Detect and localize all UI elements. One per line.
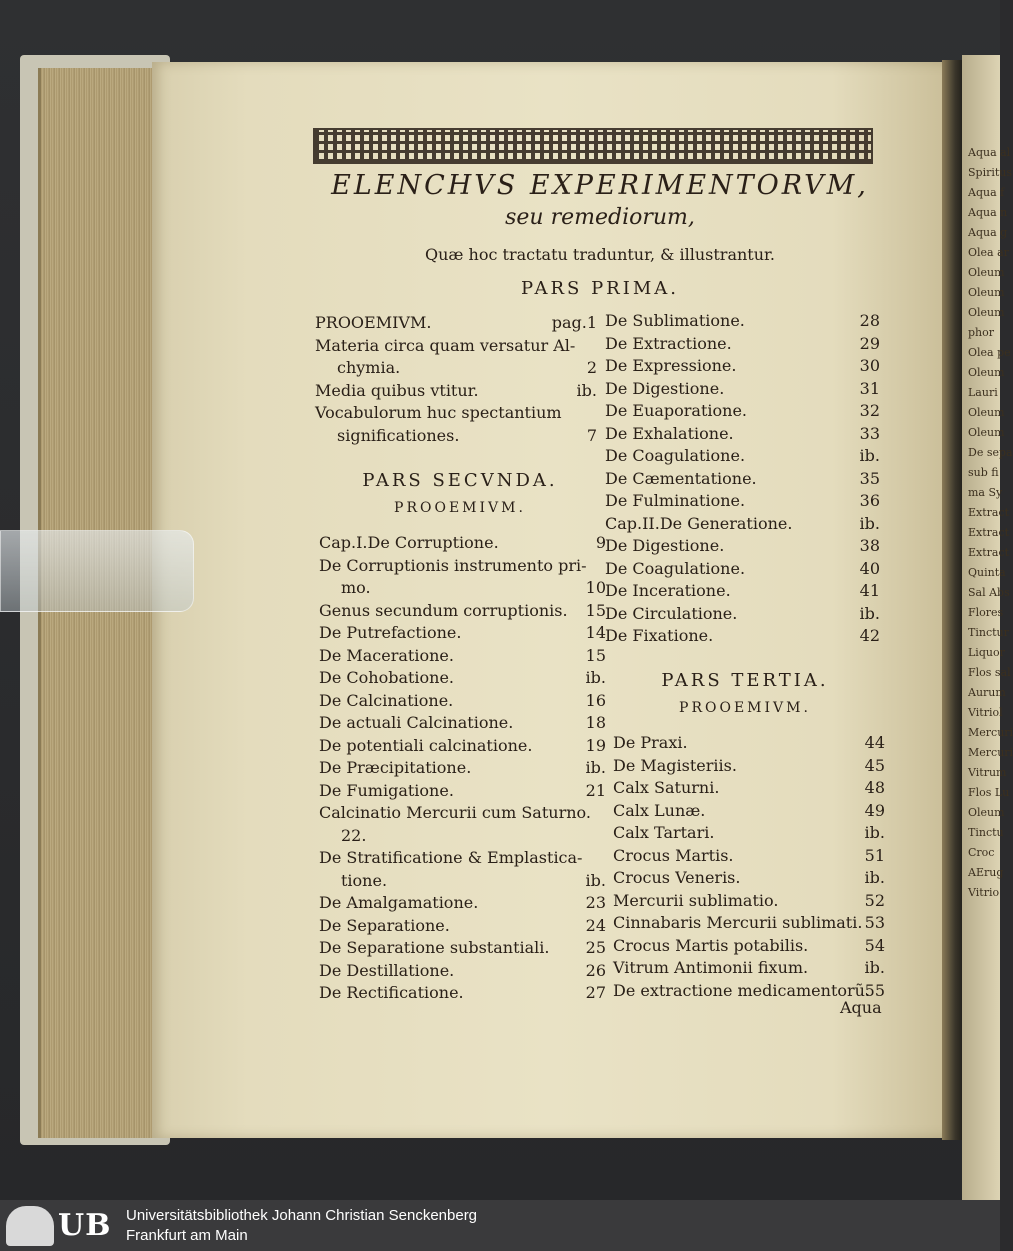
toc-entry-page: ib. — [864, 958, 885, 977]
toc-entry-title: De potentiali calcinatione. — [319, 735, 533, 755]
toc-entry-page: pag.1 — [551, 313, 597, 332]
toc-entry-title: Crocus Martis. — [613, 845, 734, 865]
toc-entry — [315, 425, 597, 448]
toc-entry-page: 45 — [864, 755, 885, 775]
toc-entry-page: 32 — [859, 401, 880, 420]
toc-entry-page: 16 — [585, 690, 606, 710]
toc-entry-page: 54 — [864, 935, 885, 955]
toc-entry — [605, 625, 880, 648]
logo-text: UB — [58, 1208, 112, 1243]
toc-entry-title: chymia. — [337, 358, 401, 377]
toc-entry-page: 29 — [859, 333, 880, 353]
next-page-fragment: Vitriol — [968, 706, 1003, 719]
list-pars-secunda-left — [319, 532, 606, 1005]
toc-entry-page: ib. — [864, 823, 885, 842]
senckenberg-bust-icon — [6, 1206, 54, 1246]
footer-text — [126, 1206, 477, 1246]
toc-entry-title: De Separatione. — [319, 915, 450, 935]
toc-entry — [319, 780, 606, 803]
toc-entry-page: 35 — [859, 468, 880, 488]
toc-entry-page: 19 — [585, 735, 606, 755]
toc-entry — [315, 357, 597, 380]
toc-entry — [605, 490, 880, 513]
toc-entry-page: 55 — [864, 980, 885, 1000]
toc-entry-page: 49 — [864, 800, 885, 820]
toc-entry-title: De Fixatione. — [605, 626, 714, 645]
heading-pars-secunda: PARS SECVNDA. — [362, 470, 558, 491]
next-page-fragment: Aqua g — [968, 226, 1008, 239]
heading-pars-prima: PARS PRIMA. — [521, 278, 679, 299]
toc-entry-title: Cap.II.De Generatione. — [605, 513, 793, 533]
toc-entry-page: 25 — [585, 938, 606, 957]
toc-entry-title: De Stratificatione & Emplastica- — [319, 848, 583, 867]
toc-entry-page: ib. — [864, 868, 885, 887]
toc-entry-page: ib. — [576, 380, 597, 400]
next-page-fragment: Tinctur — [968, 626, 1009, 639]
toc-entry — [613, 732, 885, 755]
toc-entry — [605, 310, 880, 333]
book-gutter — [942, 60, 964, 1140]
toc-entry-title: De Maceratione. — [319, 645, 454, 665]
toc-entry-page: 40 — [859, 558, 880, 578]
toc-entry — [319, 802, 606, 825]
next-page-fragment: Mercuri — [968, 746, 1013, 759]
toc-entry-page: 23 — [585, 893, 606, 912]
list-pars-secunda-right — [605, 310, 880, 648]
next-page-fragment: Lauri — [968, 386, 998, 399]
toc-entry-title: De Fulminatione. — [605, 491, 746, 510]
toc-entry — [319, 555, 606, 578]
next-page-fragment: Flos Lu — [968, 786, 1010, 799]
toc-entry-page: 28 — [859, 311, 880, 330]
next-page-fragment: Aqua n — [968, 206, 1008, 219]
next-page-fragment: Vitrum — [968, 766, 1007, 779]
next-page-fragment: Olea pe — [968, 346, 1011, 359]
next-page-fragment: Oleum — [968, 426, 1005, 439]
next-page-fragment: Sal Abs — [968, 586, 1010, 599]
toc-entry — [605, 603, 880, 626]
toc-entry-title: Vocabulorum huc spectantium — [315, 403, 562, 422]
next-page-fragment: Mercuri — [968, 726, 1013, 739]
glass-page-holder — [0, 530, 194, 612]
toc-entry-title: Crocus Martis potabilis. — [613, 935, 809, 955]
toc-entry — [613, 867, 885, 890]
toc-entry — [319, 960, 606, 983]
next-page-fragment: Aqua f — [968, 186, 1005, 199]
toc-entry-title: mo. — [341, 578, 371, 597]
next-page-fragment: Olea ar — [968, 246, 1009, 259]
toc-entry — [613, 845, 885, 868]
toc-entry-page: 21 — [585, 780, 606, 800]
toc-entry-title: Calx Saturni. — [613, 778, 720, 797]
toc-entry — [613, 777, 885, 800]
toc-entry-page: 44 — [864, 733, 885, 752]
next-page-fragment: Croc — [968, 846, 995, 859]
toc-entry-page: 31 — [859, 378, 880, 398]
page-subtitle: seu remediorum, — [505, 205, 695, 230]
toc-entry — [319, 712, 606, 735]
next-page-fragment: Extract — [968, 506, 1010, 519]
toc-entry-page: ib. — [585, 758, 606, 777]
toc-entry — [319, 870, 606, 893]
toc-entry — [315, 312, 597, 335]
toc-entry — [613, 755, 885, 778]
toc-entry-title: Calx Tartari. — [613, 823, 715, 842]
toc-entry-page: 10 — [585, 578, 606, 597]
next-page-fragment: Flores — [968, 606, 1004, 619]
next-page-fragment: sub fi — [968, 466, 999, 479]
toc-entry — [319, 757, 606, 780]
toc-entry-title: De Extractione. — [605, 333, 732, 353]
toc-entry — [605, 580, 880, 603]
toc-entry-page: 52 — [864, 890, 885, 910]
toc-entry-title: PROOEMIVM. — [315, 313, 432, 332]
toc-entry — [319, 982, 606, 1005]
next-page-fragment: Oleum — [968, 306, 1005, 319]
toc-entry-page: ib. — [859, 446, 880, 465]
toc-entry — [315, 335, 597, 358]
toc-entry-title: De Calcinatione. — [319, 690, 454, 710]
toc-entry-title: De Digestione. — [605, 536, 725, 555]
list-pars-tertia — [613, 732, 885, 1002]
toc-entry-page: 14 — [585, 623, 606, 642]
toc-entry-title: De Inceratione. — [605, 581, 731, 600]
toc-entry-page: 26 — [585, 960, 606, 980]
toc-entry — [319, 735, 606, 758]
toc-entry — [315, 380, 597, 403]
toc-entry — [605, 535, 880, 558]
toc-entry — [605, 513, 880, 536]
toc-entry-page: 38 — [859, 536, 880, 555]
toc-entry — [315, 402, 597, 425]
toc-entry — [319, 690, 606, 713]
next-page-fragment: Oleum — [968, 406, 1005, 419]
toc-entry-title: De Euaporatione. — [605, 401, 748, 420]
toc-entry-title: De Fumigatione. — [319, 780, 454, 800]
toc-entry-page: 36 — [859, 491, 880, 510]
toc-entry-title: Materia circa quam versatur Al- — [315, 335, 576, 355]
toc-entry-title: De Circulatione. — [605, 603, 738, 623]
next-page-fragment: Vitrio — [968, 886, 1000, 899]
heading-prooemium-2: PROOEMIVM. — [394, 500, 526, 516]
toc-entry-title: De Digestione. — [605, 378, 725, 398]
toc-entry-page: 24 — [585, 915, 606, 935]
toc-entry-page: 53 — [864, 913, 885, 932]
toc-entry-page: 51 — [864, 845, 885, 865]
next-page-fragment: Oleum — [968, 806, 1005, 819]
toc-entry-title: tione. — [341, 870, 388, 890]
toc-entry-page: 30 — [859, 356, 880, 375]
toc-entry-title: De Cohobatione. — [319, 668, 455, 687]
toc-entry-title: Genus secundum corruptionis. — [319, 600, 568, 620]
next-page-fragment: Extract — [968, 546, 1010, 559]
toc-entry-title: 22. — [341, 825, 367, 845]
toc-entry-title: De Exhalatione. — [605, 423, 734, 443]
toc-entry — [605, 445, 880, 468]
page-title: ELENCHVS EXPERIMENTORVM, — [331, 170, 869, 201]
toc-entry — [613, 800, 885, 823]
next-page-fragment: Extract — [968, 526, 1010, 539]
toc-entry-title: De Destillatione. — [319, 960, 455, 980]
toc-entry-title: De Rectificatione. — [319, 983, 464, 1002]
next-page-edge — [962, 55, 1013, 1233]
toc-entry-title: De Sublimatione. — [605, 311, 745, 330]
next-page-fragment: De sepa — [968, 446, 1013, 459]
toc-entry-title: De Praxi. — [613, 733, 688, 752]
toc-entry-title: Crocus Veneris. — [613, 868, 741, 887]
toc-entry — [319, 667, 606, 690]
toc-entry — [319, 915, 606, 938]
library-logo[interactable] — [6, 1206, 116, 1246]
toc-entry-title: Calcinatio Mercurii cum Saturno. — [319, 803, 591, 822]
header-ornament — [313, 128, 873, 164]
toc-entry — [319, 532, 606, 555]
toc-entry-title: De Amalgamatione. — [319, 893, 479, 912]
next-page-fragment: Tinctu — [968, 826, 1004, 839]
next-page-fragment: phor — [968, 326, 995, 339]
toc-entry — [613, 935, 885, 958]
toc-entry — [605, 468, 880, 491]
footer-line-2: Frankfurt am Main — [126, 1227, 248, 1244]
toc-entry — [613, 822, 885, 845]
toc-entry-title: Calx Lunæ. — [613, 800, 706, 820]
toc-entry-title: De Magisteriis. — [613, 755, 737, 775]
toc-entry-page: 15 — [585, 600, 606, 620]
toc-entry-page: 2 — [586, 358, 597, 377]
toc-entry-title: Cap.I.De Corruptione. — [319, 533, 499, 552]
toc-entry-page: 41 — [859, 581, 880, 600]
toc-entry — [613, 912, 885, 935]
toc-entry — [319, 600, 606, 623]
catchword: Aqua — [840, 998, 882, 1017]
toc-entry-page: ib. — [585, 668, 606, 687]
toc-entry-page: 9 — [595, 533, 606, 552]
toc-entry — [319, 825, 606, 848]
footer-bar — [0, 1200, 1000, 1251]
next-page-fragment: Aurum — [968, 686, 1006, 699]
next-page-fragment: AErug — [968, 866, 1004, 879]
toc-entry-title: Mercurii sublimatio. — [613, 890, 779, 910]
toc-entry-page: ib. — [585, 870, 606, 890]
toc-entry-title: De extractione medicamentorũ. — [613, 980, 871, 1000]
toc-entry-title: De Corruptionis instrumento pri- — [319, 555, 587, 575]
toc-entry-title: Media quibus vtitur. — [315, 380, 479, 400]
toc-entry-title: De Expressione. — [605, 356, 737, 375]
next-page-fragment: Quinta — [968, 566, 1006, 579]
toc-entry — [319, 577, 606, 600]
next-page-fragment: Oleum — [968, 366, 1005, 379]
next-page-fragment: Liquor — [968, 646, 1005, 659]
toc-entry-title: De Separatione substantiali. — [319, 938, 550, 957]
page-subtitle-2: Quæ hoc tractatu traduntur, & illustrantur. — [425, 245, 775, 264]
footer-line-1: Universitätsbibliothek Johann Christian Senckenberg — [126, 1207, 478, 1224]
toc-entry — [605, 378, 880, 401]
toc-entry — [613, 890, 885, 913]
toc-entry — [319, 645, 606, 668]
next-page-fragment: Oleum — [968, 286, 1005, 299]
heading-prooemium-3: PROOEMIVM. — [679, 700, 811, 716]
toc-entry-page: ib. — [859, 513, 880, 533]
toc-entry-page: 42 — [859, 626, 880, 645]
toc-entry — [605, 355, 880, 378]
toc-entry — [319, 847, 606, 870]
list-pars-prima-left — [315, 312, 597, 447]
toc-entry-page: 33 — [859, 423, 880, 443]
toc-entry — [319, 937, 606, 960]
toc-entry-title: De Putrefactione. — [319, 623, 462, 642]
heading-pars-tertia: PARS TERTIA. — [661, 670, 829, 691]
toc-entry-title: De actuali Calcinatione. — [319, 713, 514, 732]
toc-entry-page: 48 — [864, 778, 885, 797]
toc-entry-title: De Cæmentatione. — [605, 468, 757, 488]
toc-entry — [605, 423, 880, 446]
toc-entry — [319, 622, 606, 645]
toc-entry-page: 27 — [585, 983, 606, 1002]
toc-entry — [605, 400, 880, 423]
next-page-fragment: Oleum — [968, 266, 1005, 279]
toc-entry-title: De Coagulatione. — [605, 558, 746, 578]
toc-entry — [319, 892, 606, 915]
toc-entry-page: ib. — [859, 603, 880, 623]
toc-entry — [605, 333, 880, 356]
toc-entry-title: De Præcipitatione. — [319, 758, 472, 777]
next-page-fragment: Aqua al — [968, 146, 1011, 159]
toc-entry-title: Vitrum Antimonii fixum. — [613, 958, 809, 977]
toc-entry-page: 18 — [585, 713, 606, 732]
toc-entry-page: 15 — [585, 645, 606, 665]
toc-entry-title: Cinnabaris Mercurii sublimati. — [613, 913, 863, 932]
toc-entry-title: De Coagulatione. — [605, 446, 746, 465]
toc-entry-page: 7 — [586, 425, 597, 445]
next-page-fragment: Flos sal — [968, 666, 1011, 679]
toc-entry — [613, 957, 885, 980]
next-page-fragment: ma Sy — [968, 486, 1003, 499]
next-page-fragment: Spiritus — [968, 166, 1013, 179]
toc-entry-title: significationes. — [337, 425, 460, 445]
toc-entry — [605, 558, 880, 581]
